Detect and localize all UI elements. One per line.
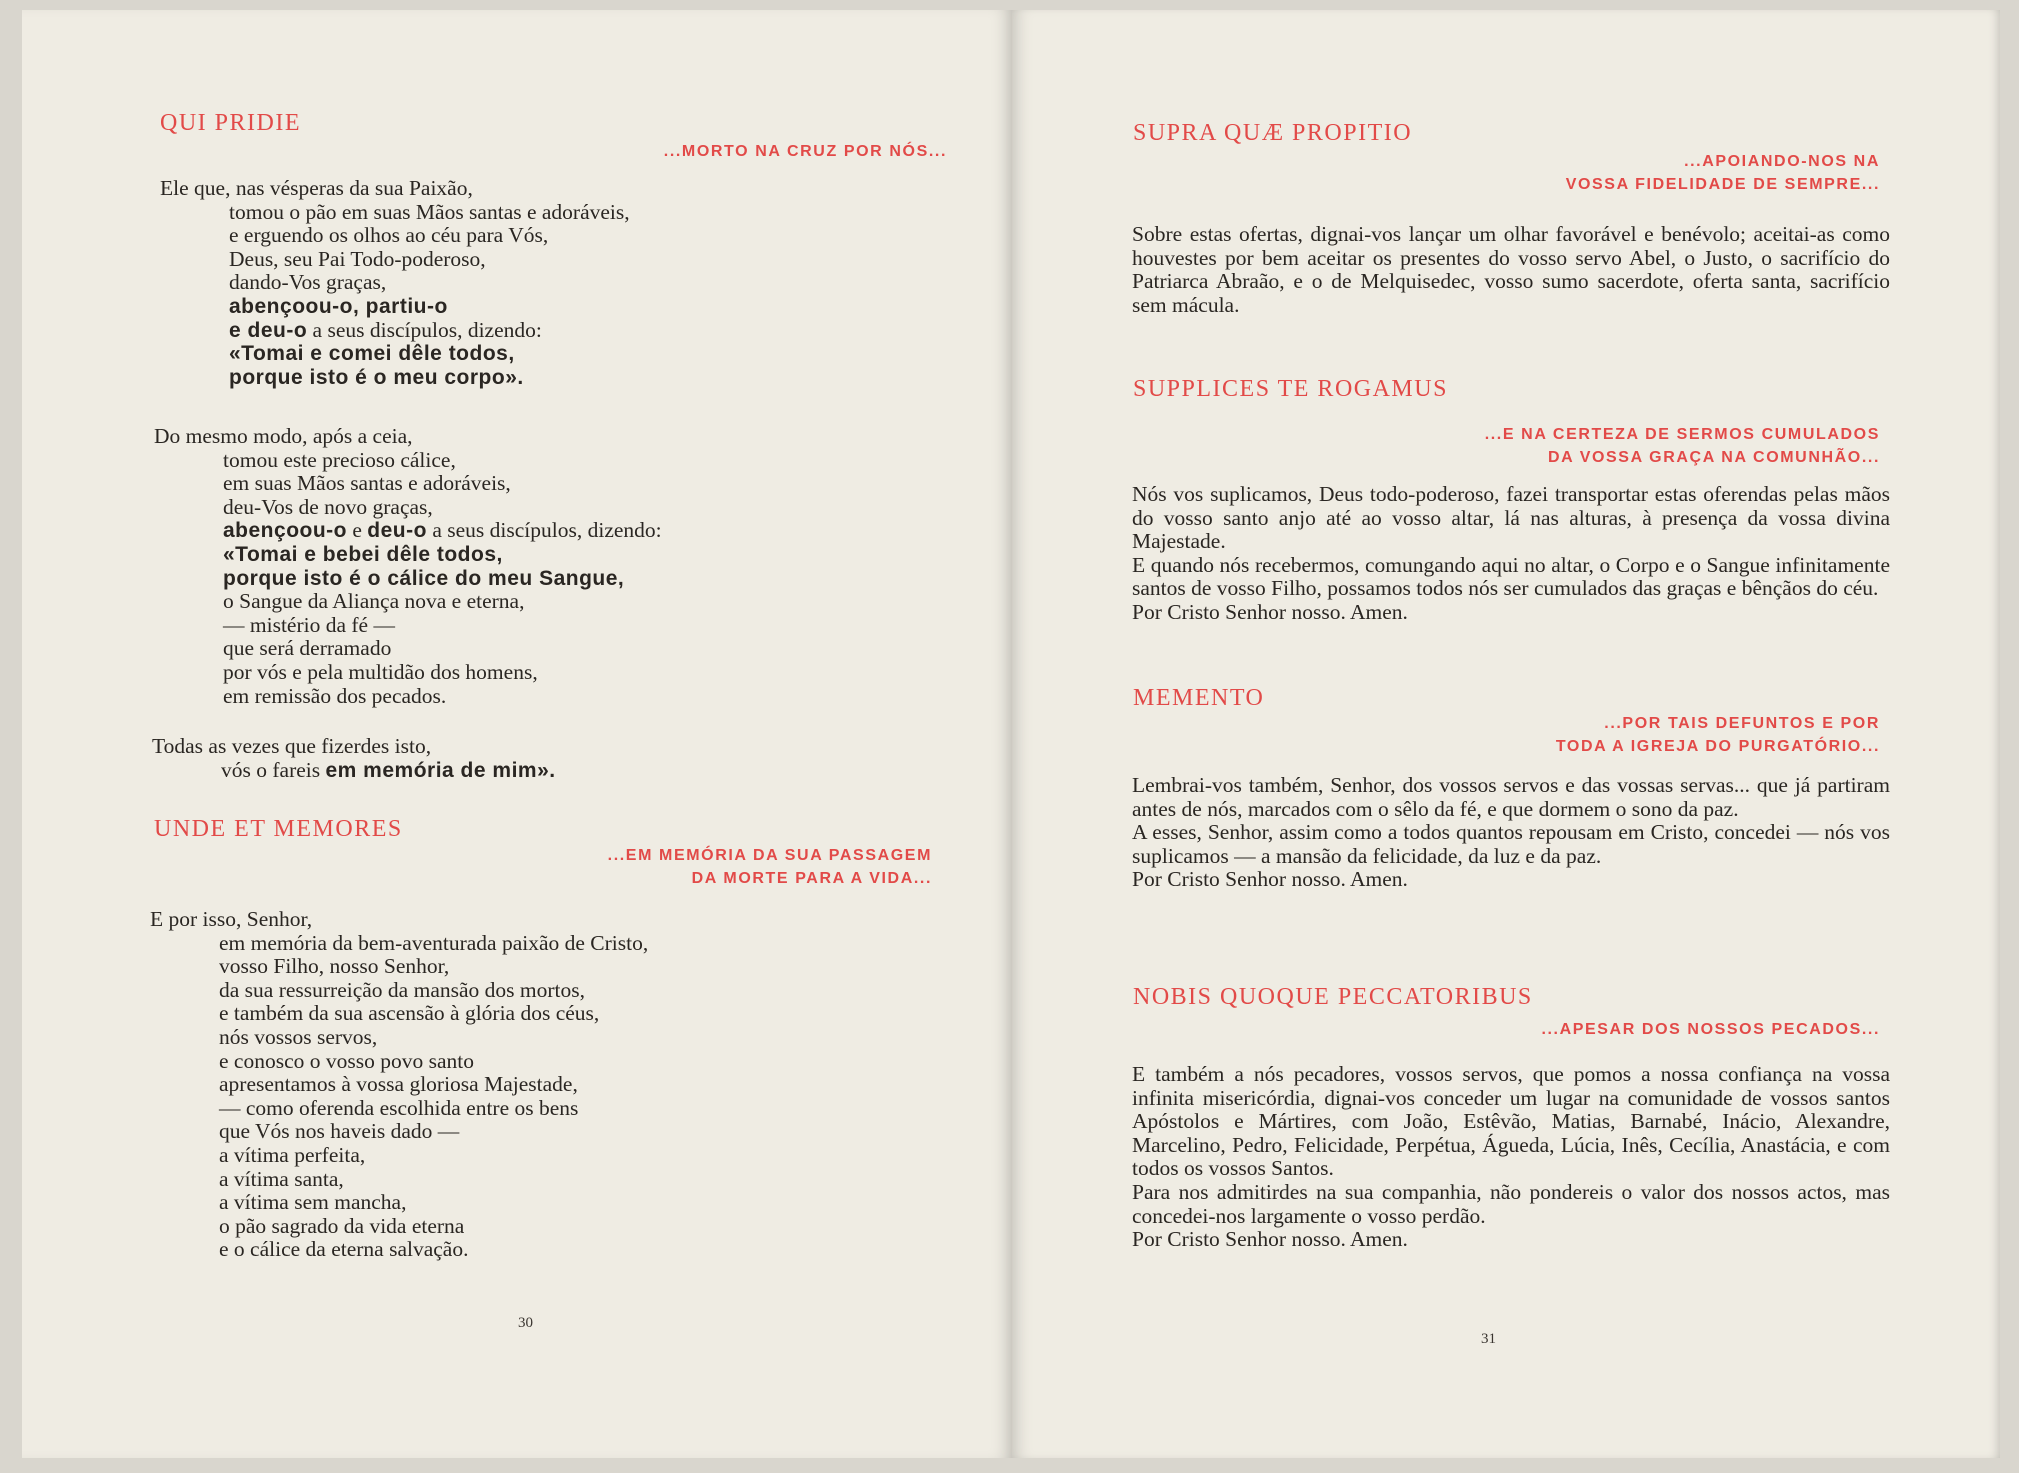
memento-text bbox=[1132, 774, 1890, 892]
supra-text bbox=[1132, 223, 1890, 317]
verse-line bbox=[160, 319, 630, 343]
subtitle-line: ...POR TAIS DEFUNTOS E POR bbox=[1604, 715, 1880, 732]
qui-pridie-subtitle: ...MORTO NA CRUZ POR NÓS... bbox=[663, 143, 947, 160]
paragraph: Lembrai-vos também, Senhor, dos vossos servos e das vossas servas... que já partiram antes de nós, marcados com o sêlo da fé, e que dormem o sono da paz. bbox=[1132, 773, 1890, 821]
supplices-text bbox=[1132, 483, 1890, 625]
right-page bbox=[1012, 10, 2000, 1458]
page-number-right: 31 bbox=[1481, 1331, 1496, 1347]
verse-line: o Sangue da Aliança nova e eterna, bbox=[223, 589, 525, 614]
memento-title: MEMENTO bbox=[1133, 685, 1265, 711]
verse-line: a vítima sem mancha, bbox=[219, 1190, 407, 1215]
supplices-title: SUPPLICES TE ROGAMUS bbox=[1133, 376, 1448, 402]
verse-line: Ele que, nas vésperas da sua Paixão, bbox=[160, 176, 473, 200]
verse-line bbox=[154, 519, 662, 543]
verse-line: apresentamos à vossa gloriosa Majestade, bbox=[219, 1072, 578, 1097]
verse-line: que será derramado bbox=[223, 636, 392, 661]
verse-line: vosso Filho, nosso Senhor, bbox=[219, 954, 450, 979]
verse-line: a vítima santa, bbox=[219, 1166, 344, 1191]
verse-bold: e deu-o bbox=[229, 318, 308, 342]
verse-line: porque isto é o meu corpo». bbox=[229, 365, 524, 389]
paragraph: E quando nós recebermos, comungando aqui no altar, o Corpo e o Sangue infinitamente santos de vosso Filho, possamos todos nós ser cumulados das graças e bênçãos do céu. bbox=[1132, 552, 1890, 601]
verse-line: por vós e pela multidão dos homens, bbox=[223, 659, 538, 684]
verse-line: dando-Vos graças, bbox=[229, 270, 387, 295]
verse-line: tomou o pão em suas Mãos santas e adoráveis, bbox=[229, 199, 630, 224]
verse-line: «Tomai e bebei dêle todos, bbox=[223, 542, 503, 566]
booklet-spread bbox=[22, 10, 2000, 1458]
verse-line: em suas Mãos santas e adoráveis, bbox=[223, 471, 511, 496]
verse-line: que Vós nos haveis dado — bbox=[219, 1119, 460, 1144]
verse-line bbox=[152, 759, 556, 783]
verse-line: e erguendo os olhos ao céu para Vós, bbox=[229, 223, 549, 248]
unde-et-memores-subtitle bbox=[608, 844, 932, 890]
nobis-quoque-text bbox=[1132, 1063, 1890, 1252]
verse-bold: em memória de mim». bbox=[325, 758, 556, 782]
qui-pridie-title: QUI PRIDIE bbox=[160, 110, 301, 136]
verse-line: e conosco o vosso povo santo bbox=[219, 1048, 474, 1073]
verse-line: deu-Vos de novo graças, bbox=[223, 494, 433, 519]
verse-line: em remissão dos pecados. bbox=[223, 683, 447, 708]
verse-text: e bbox=[347, 518, 368, 543]
supra-subtitle bbox=[1566, 150, 1880, 196]
paragraph: E também a nós pecadores, vossos servos, que pomos a nossa confiança na vossa infinita misericórdia, dignai-vos conceder um lugar na comunidade de vossos santos Apóstolos e Mártires, com João, Estêvão, Matias, Barnabé, Inácio, Alexandre, Marcelino, Pedro, Felicidade, Perpétua, Águeda, Lúcia, Inês, Cecília, Anastácia, e com todos os vossos Santos. bbox=[1132, 1062, 1890, 1181]
subtitle-line: DA MORTE PARA A VIDA... bbox=[691, 870, 932, 887]
verse-line: porque isto é o cálice do meu Sangue, bbox=[223, 566, 625, 590]
nobis-quoque-subtitle: ...APESAR DOS NOSSOS PECADOS... bbox=[1541, 1021, 1880, 1038]
paragraph: Por Cristo Senhor nosso. Amen. bbox=[1132, 867, 1408, 892]
supplices-subtitle bbox=[1485, 423, 1880, 469]
unde-et-memores-title: UNDE ET MEMORES bbox=[154, 816, 403, 842]
paragraph: Nós vos suplicamos, Deus todo-poderoso, fazei transportar estas oferendas pelas mãos do vosso santo anjo até ao vosso altar, lá nas alturas, à presença da vossa divina Majestade. bbox=[1132, 482, 1890, 554]
subtitle-line: ...EM MEMÓRIA DA SUA PASSAGEM bbox=[607, 847, 932, 864]
memento-subtitle bbox=[1556, 712, 1880, 758]
nobis-quoque-title: NOBIS QUOQUE PECCATORIBUS bbox=[1133, 984, 1533, 1010]
verse-bold: deu-o bbox=[367, 519, 427, 543]
verse-text: a seus discípulos, dizendo: bbox=[307, 317, 542, 342]
subtitle-line: ...E NA CERTEZA DE SERMOS CUMULADOS bbox=[1484, 426, 1880, 443]
verse-line: e o cálice da eterna salvação. bbox=[219, 1237, 469, 1262]
left-page bbox=[22, 10, 1012, 1458]
subtitle-line: TODA A IGREJA DO PURGATÓRIO... bbox=[1555, 738, 1880, 755]
verse-line: «Tomai e comei dêle todos, bbox=[229, 342, 515, 366]
subtitle-line: VOSSA FIDELIDADE DE SEMPRE... bbox=[1565, 176, 1880, 193]
verse-text: vós o fareis bbox=[221, 757, 326, 782]
verse-line: E por isso, Senhor, bbox=[150, 907, 313, 931]
subtitle-line: ...APOIANDO-NOS NA bbox=[1684, 153, 1880, 170]
subtitle-line: DA VOSSA GRAÇA NA COMUNHÃO... bbox=[1547, 449, 1880, 466]
todas-as-vezes-text bbox=[152, 735, 556, 782]
verse-line: — mistério da fé — bbox=[223, 612, 395, 637]
qui-pridie-text bbox=[160, 177, 630, 389]
paragraph: Para nos admitirdes na sua companhia, não pondereis o valor dos nossos actos, mas concedei-nos largamente o vosso perdão. bbox=[1132, 1179, 1890, 1228]
verse-line: nós vossos servos, bbox=[219, 1024, 378, 1049]
verse-line: da sua ressurreição da mansão dos mortos, bbox=[219, 977, 585, 1002]
paragraph: A esses, Senhor, assim como a todos quantos repousam em Cristo, concedei — nós vos suplicamos — a mansão da felicidade, da luz e da paz. bbox=[1132, 820, 1890, 868]
verse-line: a vítima perfeita, bbox=[219, 1142, 366, 1167]
paragraph: Sobre estas ofertas, dignai-vos lançar um olhar favorável e benévolo; aceitai-as como houvestes por bem aceitar os presentes do vosso servo Abel, o Justo, o sacrifício do Patriarca Abraão, e o de Melquisedec, vosso sumo sacerdote, oferta santa, sacrifício sem mácula. bbox=[1132, 222, 1890, 317]
verse-line: tomou este precioso cálice, bbox=[223, 447, 456, 472]
verse-line: em memória da bem-aventurada paixão de Cristo, bbox=[219, 930, 649, 955]
verse-line: — como oferenda escolhida entre os bens bbox=[219, 1095, 579, 1120]
verse-bold: abençoou-o bbox=[223, 519, 347, 543]
verse-line: e também da sua ascensão à glória dos céus, bbox=[219, 1001, 600, 1026]
verse-line: abençoou-o, partiu-o bbox=[229, 294, 448, 318]
paragraph: Por Cristo Senhor nosso. Amen. bbox=[1132, 599, 1408, 624]
verse-line: Todas as vezes que fizerdes isto, bbox=[152, 734, 432, 758]
verse-line: o pão sagrado da vida eterna bbox=[219, 1213, 465, 1238]
verse-line: Do mesmo modo, após a ceia, bbox=[154, 424, 413, 448]
verse-text: a seus discípulos, dizendo: bbox=[426, 518, 662, 543]
paragraph: Por Cristo Senhor nosso. Amen. bbox=[1132, 1227, 1408, 1252]
verse-line: Deus, seu Pai Todo-poderoso, bbox=[229, 246, 486, 271]
supra-title: SUPRA QUÆ PROPITIO bbox=[1133, 120, 1413, 146]
page-number-left: 30 bbox=[518, 1315, 533, 1331]
do-mesmo-text bbox=[154, 425, 662, 708]
unde-et-memores-text bbox=[150, 908, 648, 1262]
